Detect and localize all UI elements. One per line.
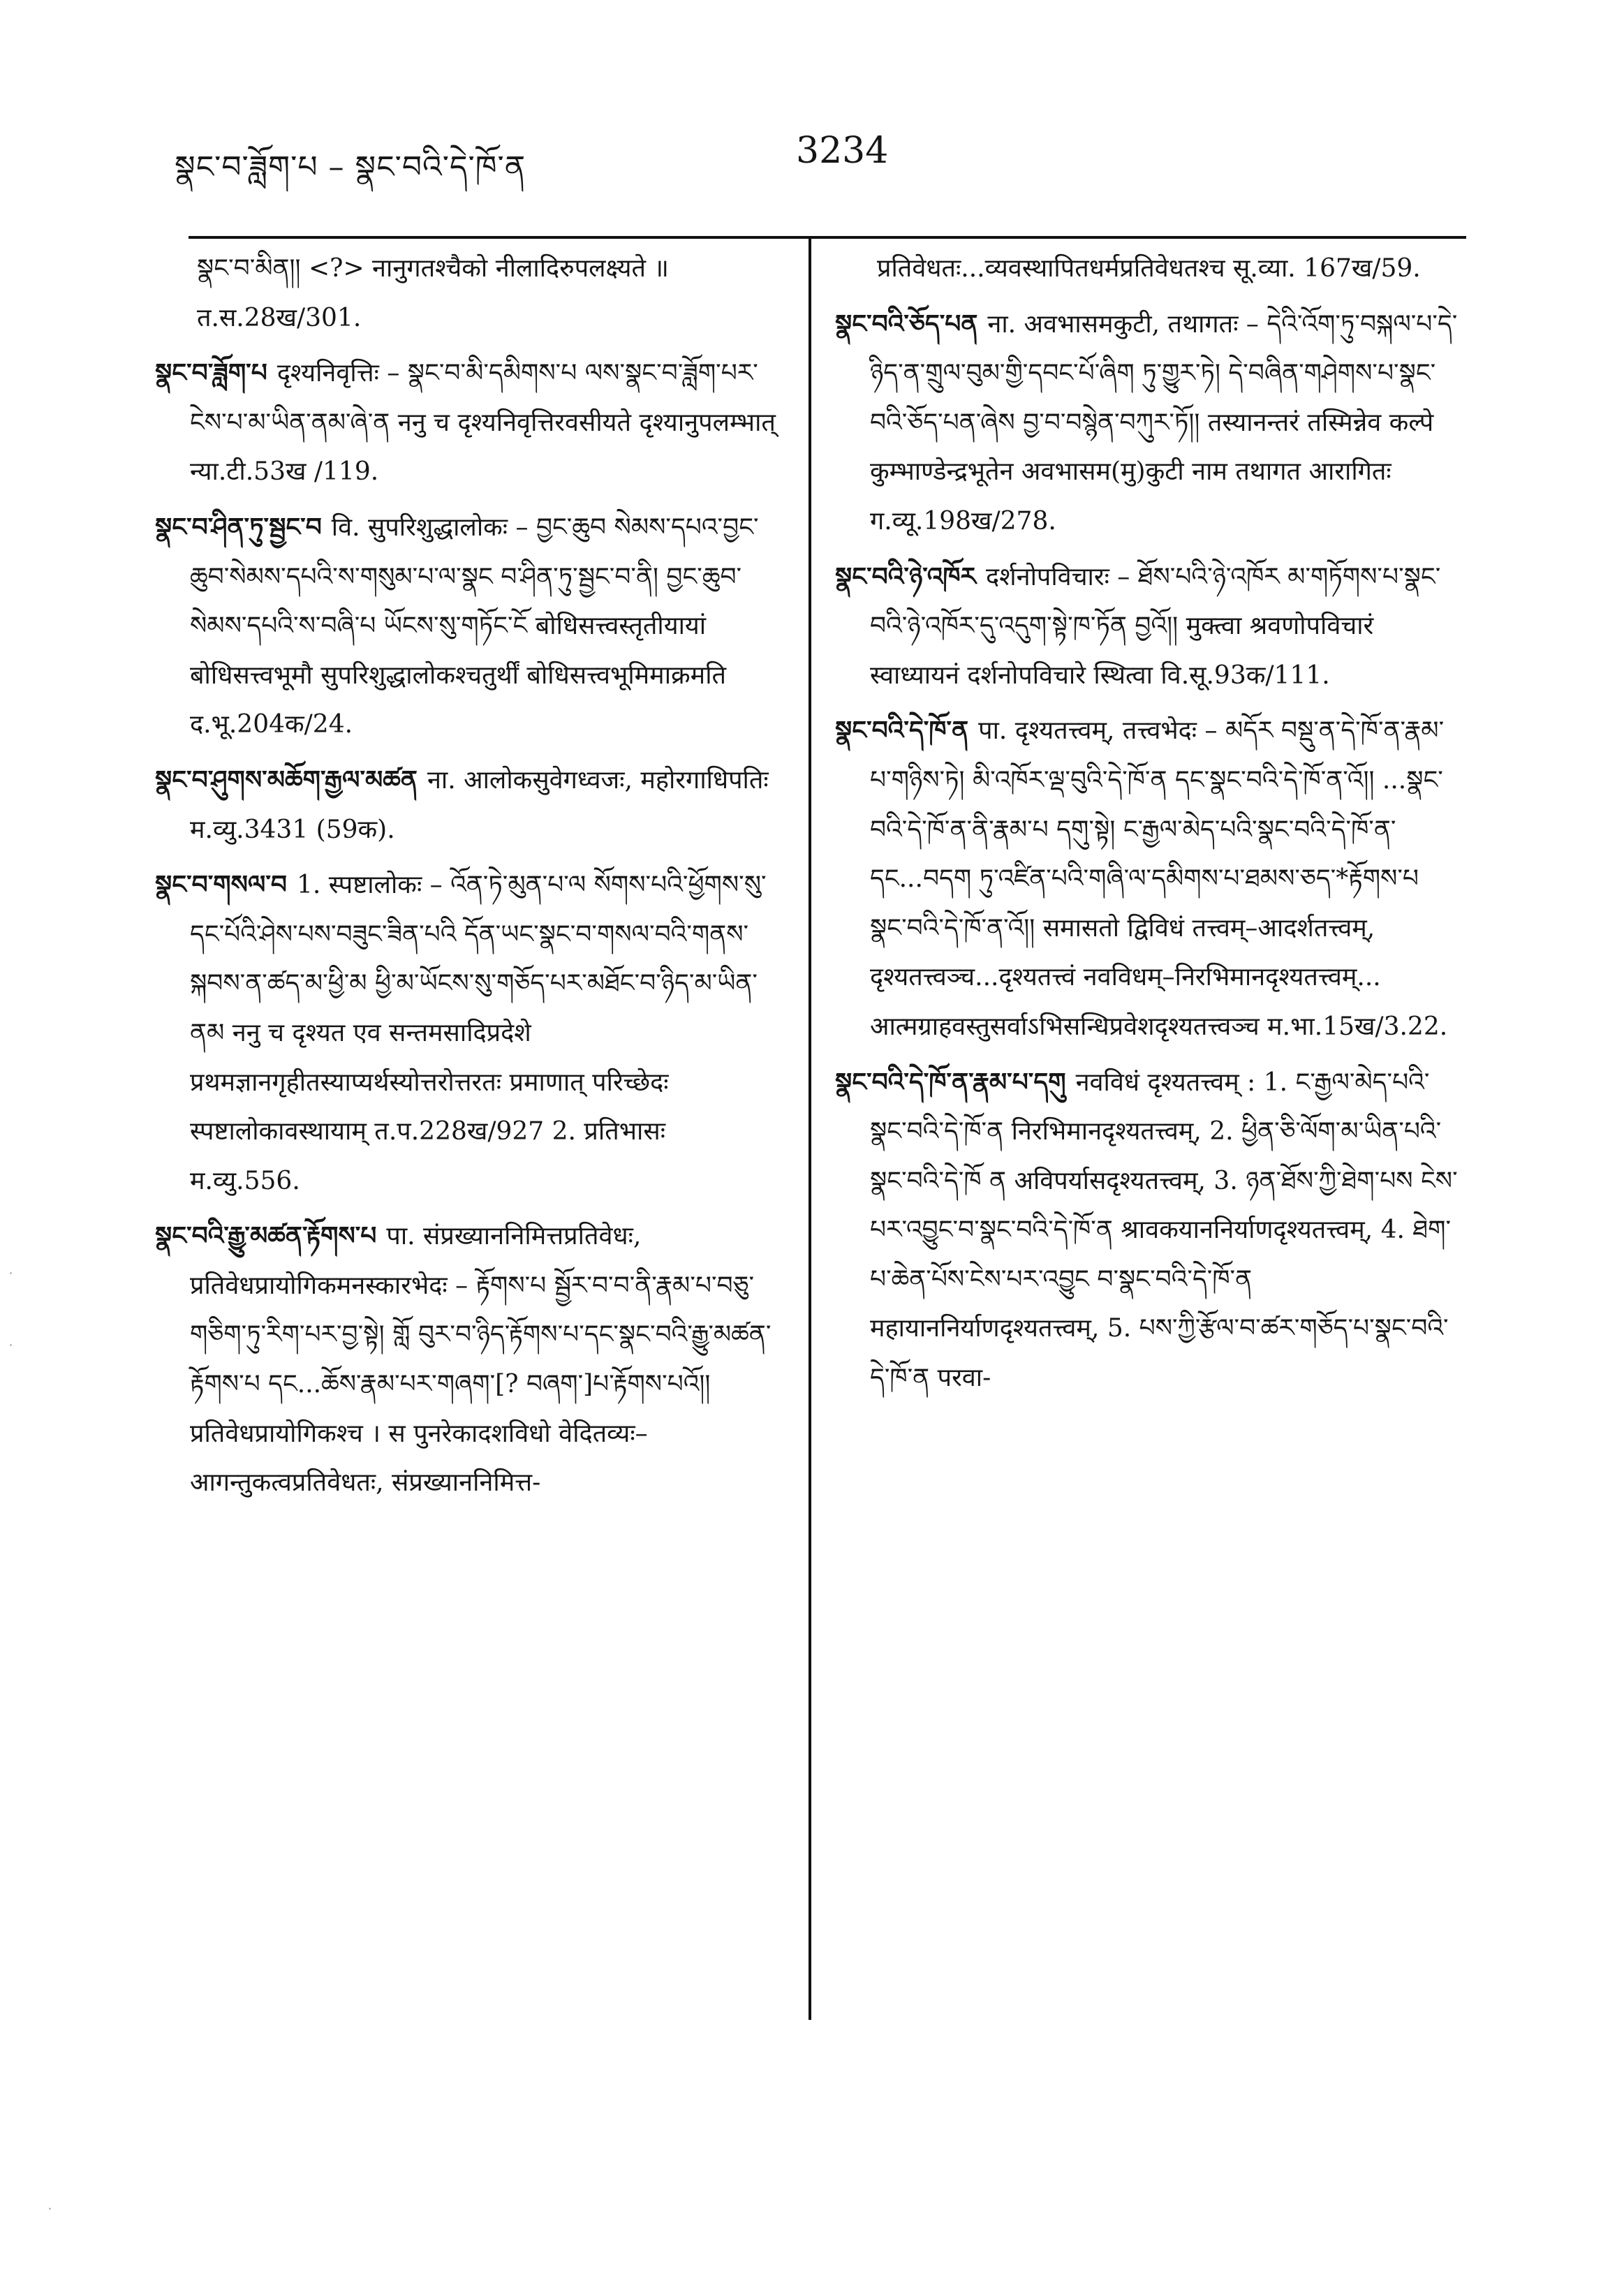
entry-text: वि. सुपरिशुद्धालोकः – བྱང་ཆུབ སེམས་དཔའ་བྱང་ཆུབ་སེམས་དཔའི་ས་གསུམ་པ་ལ་སྣང བ་ཤིན་ཏུ་སྦྱང་བ་ནི། བྱང་ཆུབ་སེམས་དཔའི་ས་བཞི་པ ཡོངས་སུ་གཏོང་ངོ बोधिसत्त्वस्तृतीयायां बोधिसत्त्वभूमौ सुपरिशुद्धालोकश्चतुर्थीं बोधिसत्त्वभूमिमाक्रमति द.भू.204क/24.: [190, 512, 759, 739]
entry-headword: སྣང་བ་གསལ་བ: [155, 870, 287, 900]
column-divider: [809, 236, 811, 2020]
entry-text: प्रतिवेधतः...व्यवस्थापितधर्मप्रतिवेधतश्च सू.व्या. 167ख/59.: [877, 254, 1421, 283]
entry-headword: སྣང་བའི་དེ་ཁོ་ན: [835, 716, 969, 746]
running-head: སྣང་བ་ཟློག་པ – སྣང་བའི་དེ་ཁོ་ན: [175, 149, 526, 185]
entry-text: 1. स्पष्टालोकः – འོན་ཏེ་མུན་པ་ལ སོགས་པའི་ཕྱོགས་སུ་དང་པོའི་ཤེས་པས་བཟུང་ཟིན་པའི དོན་ཡང་སྣང་བ་གསལ་བའི་གནས་སྐབས་ན་ཚད་མ་ཕྱི་མ ཕྱི་མ་ཡོངས་སུ་གཅོད་པར་མཐོང་བ་ཉིད་མ་ཡིན་ནམ ननु च दृश्यत एव सन्तमसादिप्रदेशे प्रथमज्ञानगृहीतस्याप्यर्थस्योत्तरोत्तरतः प्रमाणात् परिच्छेदः स्पष्टालोकावस्थायाम् त.प.228ख/927 2. प्रतिभासः म.व्यु.556.: [190, 871, 767, 1195]
dictionary-entry: [835, 706, 1463, 1051]
scan-speck: [10, 1344, 12, 1346]
dictionary-entry: [835, 552, 1463, 701]
entry-text: दृश्यनिवृत्तिः – སྣང་བ་མི་དམིགས་པ ལས་སྣང་བ་ཟློག་པར་ངེས་པ་མ་ཡིན་ནམ་ཞེ་ན ननु च दृश्यनिवृत्तिरवसीयते दृश्यानुपलम्भात् न्या.टी.53ख /119.: [190, 359, 776, 487]
entry-text: पा. दृश्यतत्त्वम्, तत्त्वभेदः – མདོར བསྡུ་ན་དེ་ཁོ་ན་རྣམ་པ་གཉིས་ཏེ། མི་འཁོར་ལྡ་བུའི་དེ་ཁོ་ན དང་སྣང་བའི་དེ་ཁོ་ན་འོ།། ...སྣང་བའི་དེ་ཁོ་ན་ནི་རྣམ་པ དགུ་སྟེ། ང་རྒྱལ་མེད་པའི་སྣང་བའི་དེ་ཁོ་ན་དང...བདག ཏུ་འཛིན་པའི་གཞི་ལ་དམིགས་པ་ཐམས་ཅད་*རྟོགས་པ སྣང་བའི་དེ་ཁོ་ན་འོ།། समासतो द्विविधं तत्त्वम्–आदर्शतत्त्वम्, दृश्यतत्त्वञ्च...दृश्यतत्त्वं नवविधम्–निरभिमानदृश्यतत्त्वम्... आत्मग्राहवस्तुसर्वाऽभिसन्धिप्रवेशदृश्यतत्त्वञ्च म.भा.15ख/3.22.: [870, 716, 1448, 1041]
page-number: 3234: [796, 130, 889, 172]
header-rule: [189, 236, 1466, 239]
dictionary-entry: [155, 755, 783, 855]
entry-text: སྣང་བ་མིན།། <?> नानुगतश्चैको नीलादिरुपलक्ष्यते ॥ त.स.28ख/301.: [197, 254, 669, 332]
entry-text: ना. आलोकसुवेगध्वजः, महोरगाधिपतिः म.व्यु.3431 (59क).: [190, 765, 769, 844]
entry-text: ना. अवभासमकुटी, तथागतः – དེའི་འོག་ཏུ་བསྐལ་པ་དེ་ཉིད་ན་གྲུལ་བུམ་གྱི་དབང་པོ་ཞིག ཏུ་གྱུར་ཏེ། དེ་བཞིན་གཤེགས་པ་སྣང་བའི་ཅོད་པན་ཞེས བྱ་བ་བསྙེན་བཀུར་ཏོ།། तस्यानन्तरं तस्मिन्नेव कल्पे कुम्भाण्डेन्द्रभूतेन अवभासम(मु)कुटी नाम तथागत आरागितः ग.व्यू.198ख/278.: [870, 309, 1458, 536]
dictionary-entry-continuation: [155, 244, 783, 343]
dictionary-entry: [835, 1058, 1463, 1403]
entry-headword: སྣང་བའི་ཉེ་འཁོར: [835, 561, 976, 591]
entry-text: दर्शनोपविचारः – ཐོས་པའི་ཉེ་འཁོར མ་གཏོགས་པ་སྣང་བའི་ཉེ་འཁོར་དུ་འདུག་སྟེ་ཁ་ཏོན བྱའོ།། मुक्त्वा श्रवणोपविचारं स्वाध्यायनं दर्शनोपविचारे स्थित्वा वि.सू.93क/111.: [870, 562, 1441, 690]
entry-text: पा. संप्रख्याननिमित्तप्रतिवेधः, प्रतिवेधप्रायोगिकमनस्कारभेदः – རྟོགས་པ སྦྱོར་བ་བ་ནི་རྣམ་པ་བཅུ་གཅིག་ཏུ་རིག་པར་བྱ་སྟེ། གློ བུར་བ་ཉིད་རྟོགས་པ་དང་སྣང་བའི་རྒྱུ་མཚན་རྟོགས་པ དང...ཆོས་རྣམ་པར་གཞག་[? བཞག་]པ་རྟོགས་པའོ།། प्रतिवेधप्रायोगिकश्च । स पुनरेकादशविधो वेदितव्यः–आगन्तुकत्वप्रतिवेधतः, संप्रख्याननिमित्त-: [190, 1222, 772, 1498]
entry-headword: སྣང་བའི་དེ་ཁོ་ན་རྣམ་པ་དགུ: [835, 1067, 1066, 1097]
scan-speck: [49, 2208, 51, 2210]
entry-headword: སྣང་བའི་རྒྱུ་མཚན་རྟོགས་པ: [155, 1221, 377, 1251]
left-column: [155, 244, 783, 1514]
dictionary-entry: [155, 503, 783, 750]
right-column: [835, 244, 1463, 1409]
entry-text: नवविधं दृश्यतत्त्वम् : 1. ང་རྒྱལ་མེད་པའི་སྣང་བའི་དེ་ཁོ་ན निरभिमानदृश्यतत्त्वम्, 2. ཕྱིན་ཅི་ལོག་མ་ཡིན་པའི་སྣང་བའི་དེ་ཁོ ན अविपर्यासदृश्यतत्त्वम्, 3. ཉན་ཐོས་ཀྱི་ཐེག་པས ངེས་པར་འབྱུང་བ་སྣང་བའི་དེ་ཁོ་ན श्रावकयाननिर्याणदृश्यतत्त्वम्, 4. ཐེག་པ་ཆེན་པོས་ངེས་པར་འབྱུང བ་སྣང་བའི་དེ་ཁོ་ན महायाननिर्याणदृश्यतत्त्वम्, 5. པས་ཀྱི་རྩོལ་བ་ཚར་གཅོད་པ་སྣང་བའི་དེ་ཁོ་ན परवा-: [870, 1068, 1458, 1393]
page-header: [175, 119, 1466, 195]
entry-headword: སྣང་བ་ཤིན་ཏུ་སྦྱང་བ: [155, 512, 322, 542]
entry-headword: སྣང་བའི་ཅོད་པན: [835, 309, 978, 339]
dictionary-entry-continuation: [835, 244, 1463, 294]
dictionary-entry: [155, 348, 783, 497]
dictionary-entry: [155, 1211, 783, 1508]
entry-headword: སྣང་བ་ཟློག་པ: [155, 358, 267, 388]
scan-speck: [10, 1272, 12, 1274]
dictionary-entry: [155, 860, 783, 1206]
entry-headword: སྣང་བ་ཤུགས་མཆོག་རྒྱལ་མཚན: [155, 765, 418, 795]
dictionary-entry: [835, 300, 1463, 547]
